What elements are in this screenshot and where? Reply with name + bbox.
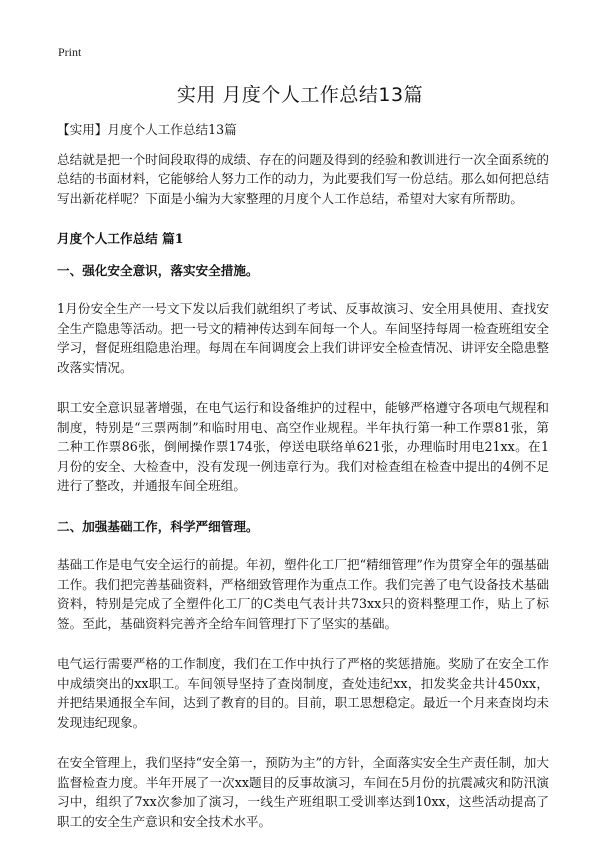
body-paragraph: 电气运行需要严格的工作制度，我们在工作中执行了严格的奖惩措施。奖励了在安全工作中成绩突出的xx职工。车间领导坚持了查岗制度，查处违纪xx，扣发奖金共计450xx，并把结果通报全车间，达到了教育的目的。目前，职工思想稳定。最近一个月来查岗均未发现违纪现象。 (57, 656, 549, 730)
print-label: Print (58, 45, 82, 59)
document-title: 实用 月度个人工作总结13篇 (176, 84, 424, 106)
body-paragraph: 1月份安全生产一号文下发以后我们就组织了考试、反事故演习、安全用具使用、查找安全生产隐患等活动。把一号文的精神传达到车间每一个人。车间坚持每周一检查班组安全学习，督促班组隐患治理。每周在车间调度会上我们讲评安全检查情况、讲评安全隐患整改落实情况。 (57, 301, 549, 375)
body-paragraph: 基础工作是电气安全运行的前提。年初，塑件化工厂把“精细管理”作为贯穿全年的强基础工作。我们把完善基础资料，严格细致管理作为重点工作。我们完善了电气设备技术基础资料，特别是完成了全塑件化工厂的C类电气表计共73xx只的资料整理工作，贴上了标签。至此，基础资料完善齐全给车间管理打下了坚实的基础。 (57, 557, 549, 631)
body-paragraph: 在安全管理上，我们坚持“安全第一，预防为主”的方针，全面落实安全生产责任制，加大监督检查力度。半年开展了一次xx题目的反事故演习，车间在5月份的抗震减灾和防汛演习中，组织了7xx次参加了演习，一线生产班组职工受训率达到10xx，这些活动提高了职工的安全生产意识和安全技术水平。 (57, 755, 549, 829)
document-subtitle: 【实用】月度个人工作总结13篇 (57, 122, 237, 137)
intro-paragraph: 总结就是把一个时间段取得的成绩、存在的问题及得到的经验和教训进行一次全面系统的总结的书面材料，它能够给人努力工作的动力，为此要我们写一份总结。那么如何把总结写出新花样呢？下面是小编为大家整理的月度个人工作总结，希望对大家有所帮助。 (57, 151, 549, 206)
article-heading: 月度个人工作总结 篇1 (57, 231, 184, 246)
document-body (57, 120, 549, 852)
body-paragraph: 职工安全意识显著增强，在电气运行和设备维护的过程中，能够严格遵守各项电气规程和制度，特别是“三票两制”和临时用电、高空作业规程。半年执行第一种工作票81张，第二种工作票86张，倒闸操作票174张，停送电联络单621张，办理临时用电21xx。在1月份的安全、大检查中，没有发现一例违章行为。我们对检查组在检查中提出的4例不足进行了整改，并通报车间全班组。 (57, 400, 549, 493)
section-heading: 一、强化安全意识，落实安全措施。 (57, 262, 259, 278)
section-heading: 二、加强基础工作，科学严细管理。 (57, 518, 259, 534)
